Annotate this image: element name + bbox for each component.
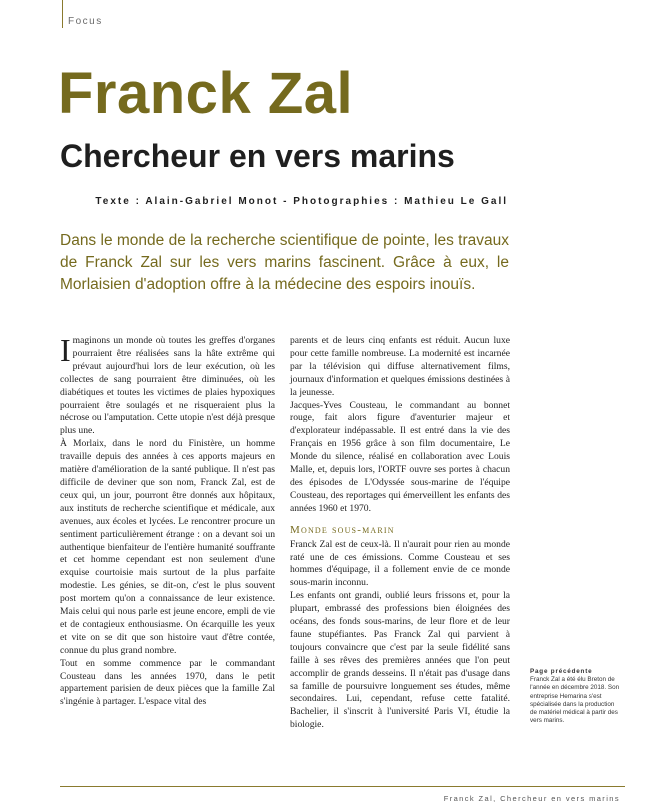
running-footer: Franck Zal, Chercheur en vers marins [443,794,620,803]
paragraph: À Morlaix, dans le nord du Finistère, un homme travaille depuis des années à ces apports majeurs en matière d'amélioration de la santé publique. Il n'est pas difficile de deviner que son nom, Franck Zal, est de ceux qui, un jour, pourront être donnés aux hôpitaux, aux instituts de recherche scientifique et médicale, aux avenues, aux écoles et lycées. Le rencontrer procure un sentiment particulièrement étrange : on a devant soi un authentique bienfaiteur de l'entière humanité souffrante et cet homme cependant est non seulement d'une exquise courtoisie mais surtout de la plus parfaite modestie. Les génies, se dit-on, c'est le plus souvent post mortem qu'on a connaissance de leur existence. Mais celui qui nous parle est jeune encore, empli de vie et de contagieux enthousiasme. On écarquille les yeux et vite on se dit que son histoire vaut d'être contée, connue du plus grand nombre. [60,438,275,656]
paragraph: Jacques-Yves Cousteau, le commandant au bonnet rouge, fait alors figure d'aventurier majeur et d'explorateur indépassable. Il est entré dans la vie des Français en 1956 grâce à son film documentaire, Le Monde du silence, réalisé en collaboration avec Louis Malle, et, depuis lors, l'ORTF ouvre ses portes à chacun des épisodes de L'Odyssée sous-marine de l'équipe Cousteau, des reportages qui émerveillent les enfants des années 1960 et 1970. [290,399,510,514]
section-label: Focus [68,16,103,27]
photo-caption [530,668,622,725]
body-column-2 [290,335,510,732]
article-credits: Texte : Alain-Gabriel Monot - Photographies : Mathieu Le Gall [95,196,508,207]
article-title: Franck Zal [58,61,354,126]
drop-cap: I [60,332,71,368]
paragraph: Tout en somme commence par le commandant Cousteau dans les années 1970, dans le petit appartement parisien de deux pièces que la famille Zal s'ingénie à partager. L'espace vital des [60,657,275,708]
paragraph: Franck Zal est de ceux-là. Il n'aurait pour rien au monde raté une de ces émissions. Comme Cousteau et ses hommes d'équipage, il a follement envie de ce monde sous-marin inconnu. [290,538,510,589]
paragraph: Les enfants ont grandi, oublié leurs frissons et, pour la plupart, embrassé des professions bien éloignées des océans, des fonds sous-marins, de leur flore et de leur faune stupéfiantes. Pas Franck Zal qui parvient à toujours convaincre que c'est par la seule fidélité sans faille à ses rêves des premières années que l'on peut accomplir de grands desseins. Il n'était pas d'usage dans sa famille de poursuivre longuement ses études, même secondaires. Lui, cependant, refuse cette fatalité. Bachelier, il s'inscrit à l'université Paris VI, étudie la biologie. [290,590,510,731]
paragraph: maginons un monde où toutes les greffes d'organes pourraient être réalisées sans la hâte extrême qui prévaut aujourd'hui lors de leur exécution, où les collectes de sang pourraient être diminuées, où les diabétiques et toutes les victimes de plaies hypoxiques pourraient être soulagés et ne risqueraient plus la nécrose ou l'amputation. Cette utopie n'est déjà presque plus une. [60,335,275,437]
paragraph: parents et de leurs cinq enfants est réduit. Aucun luxe pour cette famille nombreuse. La modernité est incarnée par la télévision qui diffuse alternativement films, journaux d'information et quelques émissions destinées à la jeunesse. [290,335,510,398]
header-rule [62,0,63,28]
caption-text: Franck Zal a été élu Breton de l'année en décembre 2018. Son entreprise Hemarina s'est spécialisée dans la production de matériel médical à partir des vers marins. [530,676,620,725]
caption-heading: Page précédente [530,668,593,675]
body-column-1 [60,332,275,709]
footer-rule [60,786,625,787]
article-subtitle: Chercheur en vers marins [60,138,455,174]
section-heading: Monde sous-marin [290,523,395,536]
article-lead: Dans le monde de la recherche scientifique de pointe, les travaux de Franck Zal sur les vers marins fascinent. Grâce à eux, le Morlaisien d'adoption offre à la médecine des espoirs inouïs. [60,232,509,293]
